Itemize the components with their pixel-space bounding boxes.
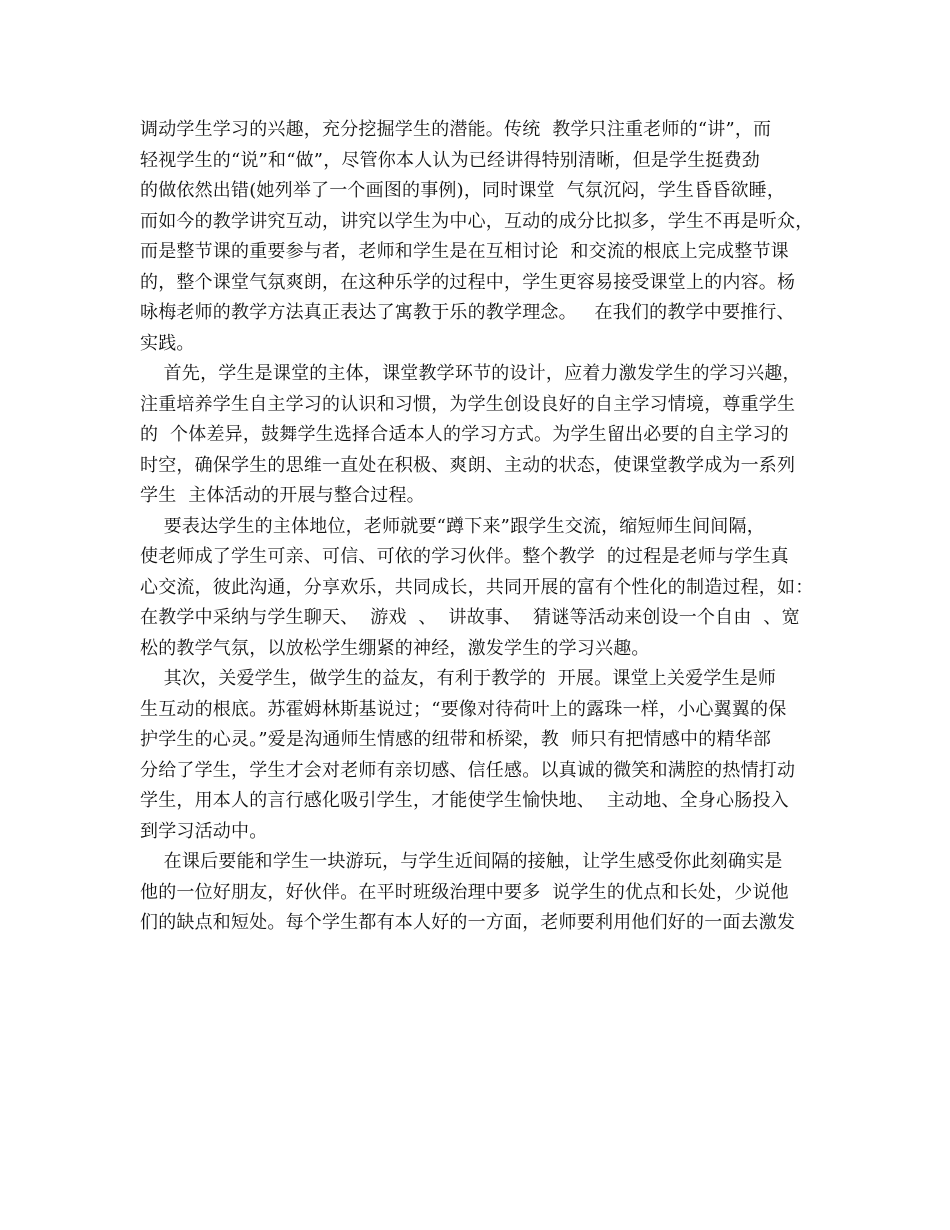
text-line: 的做依然出错(她列举了一个画图的事例)，同时课堂 气氛沉闷，学生昏昏欲睡，	[140, 180, 786, 201]
text-line: 心交流，彼此沟通，分享欢乐，共同成长，共同开展的富有个性化的制造过程，如：	[140, 576, 814, 598]
text-line: 其次，关爱学生，做学生的益友，有利于教学的 开展。课堂上关爱学生是师	[140, 668, 777, 689]
text-line: 他的一位好朋友，好伙伴。在平时班级治理中要多 说学生的优点和长处，少说他	[140, 881, 789, 903]
text-line: 的 个体差异，鼓舞学生选择合适本人的学习方式。为学生留出必要的自主学习的	[140, 424, 789, 445]
text-line: 学生 主体活动的开展与整合过程。	[140, 485, 425, 506]
text-line: 轻视学生的“说”和“做”，尽管你本人认为已经讲得特别清晰，但是学生挺费劲	[140, 149, 761, 171]
text-line: 使老师成了学生可亲、可信、可依的学习伙伴。整个教学 的过程是老师与学生真	[140, 546, 789, 567]
text-line: 调动学生学习的兴趣，充分挖掘学生的潜能。传统 教学只注重老师的“讲”，而	[140, 119, 772, 140]
body-text	[140, 115, 820, 939]
text-line: 在课后要能和学生一块游玩，与学生近间隔的接触，让学生感受你此刻确实是	[140, 851, 783, 872]
text-line: 而是整节课的重要参与者，老师和学生是在互相讨论 和交流的根底上完成整节课	[140, 241, 789, 262]
text-line: 要表达学生的主体地位，老师就要“蹲下来”跟学生交流，缩短师生间间隔，	[140, 515, 765, 537]
text-line: 咏梅老师的教学方法真正表达了寓教于乐的教学理念。 在我们的教学中要推行、	[140, 302, 795, 323]
text-line: 首先，学生是课堂的主体，课堂教学环节的设计，应着力激发学生的学习兴趣，	[140, 363, 801, 384]
text-line: 护学生的心灵。”爱是沟通师生情感的纽带和桥梁，教 师只有把情感中的精华部	[140, 729, 772, 750]
text-line: 分给了学生，学生才会对老师有亲切感、信任感。以真诚的微笑和满腔的热情打动	[140, 759, 796, 781]
text-line: 学生，用本人的言行感化吸引学生，才能使学生愉快地、 主动地、全身心肠投入	[140, 790, 789, 811]
text-line: 的，整个课堂气氛爽朗，在这种乐学的过程中，学生更容易接受课堂上的内容。杨	[140, 271, 796, 293]
text-line: 在教学中采纳与学生聊天、 游戏 、 讲故事、 猜谜等活动来创设一个自由 、宽	[140, 607, 800, 628]
text-line: 们的缺点和短处。每个学生都有本人好的一方面，老师要利用他们好的一面去激发	[140, 912, 796, 933]
text-line: 松的教学气氛，以放松学生绷紧的神经，激发学生的学习兴趣。	[140, 637, 650, 659]
text-line: 到学习活动中。	[140, 820, 268, 842]
text-line: 实践。	[140, 332, 195, 354]
text-line: 而如今的教学讲究互动，讲究以学生为中心，互动的成分比拟多，学生不再是听众，	[140, 210, 814, 232]
text-line: 时空，确保学生的思维一直处在积极、爽朗、主动的状态，使课堂教学成为一系列	[140, 454, 796, 476]
text-line: 生互动的根底。苏霍姆林斯基说过；“要像对待荷叶上的露珠一样，小心翼翼的保	[140, 698, 787, 720]
text-line: 注重培养学生自主学习的认识和习惯，为学生创设良好的自主学习情境，尊重学生	[140, 393, 796, 415]
